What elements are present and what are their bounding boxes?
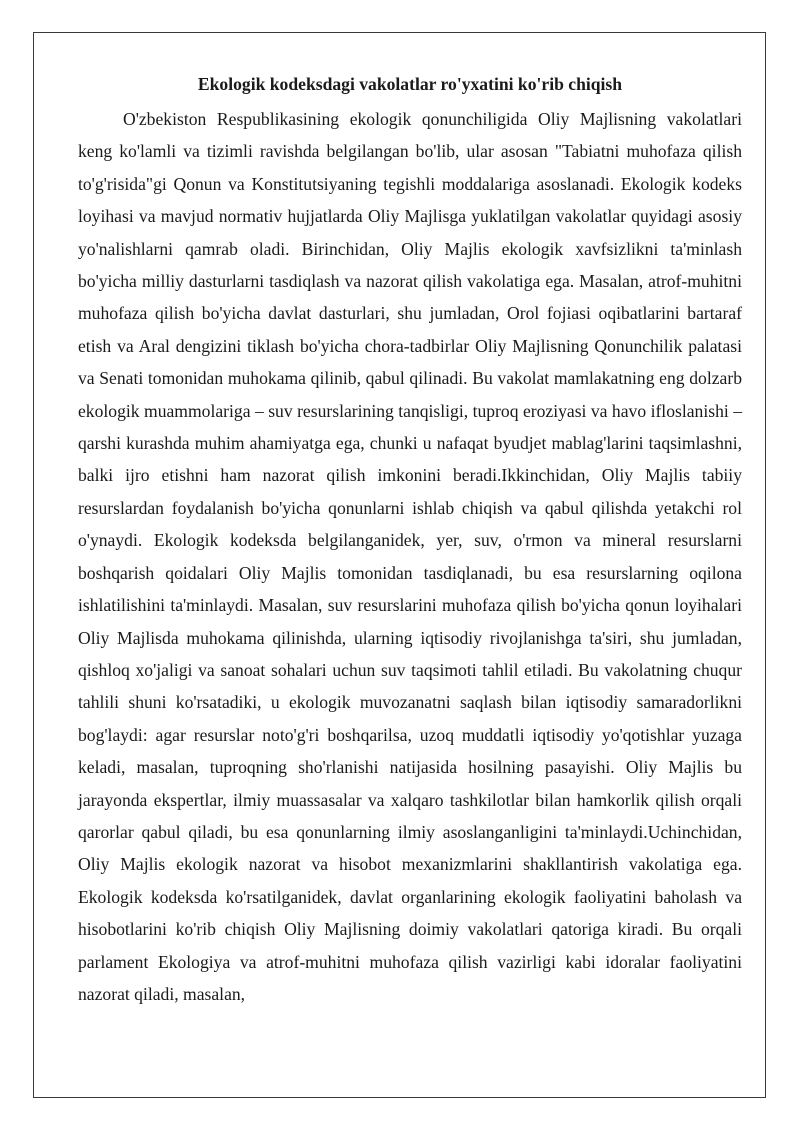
document-content [78, 72, 742, 1010]
document-title: Ekologik kodeksdagi vakolatlar ro'yxatini ko'rib chiqish [197, 74, 623, 94]
document-paragraph: O'zbekiston Respublikasining ekologik qonunchiligida Oliy Majlisning vakolatlari keng ko'lamli va tizimli ravishda belgilangan bo'lib, ular asosan "Tabiatni muhofaza qilish to'g'risida"gi Qonun va Konstitutsiyaning tegishli moddalariga asoslanadi. Ekologik kodeks loyihasi va mavjud normativ hujjatlarda Oliy Majlisga yuklatilgan vakolatlar quyidagi asosiy yo'nalishlarni qamrab oladi. Birinchidan, Oliy Majlis ekologik xavfsizlikni ta'minlash bo'yicha milliy dasturlarni tasdiqlash va nazorat qilish vakolatiga ega. Masalan, atrof-muhitni muhofaza qilish bo'yicha davlat dasturlari, shu jumladan, Orol fojiasi oqibatlarini bartaraf etish va Aral dengizini tiklash bo'yicha chora-tadbirlar Oliy Majlisning Qonunchilik palatasi va Senati tomonidan muhokama qilinib, qabul qilinadi. Bu vakolat mamlakatning eng dolzarb ekologik muammolariga – suv resurslarining tanqisligi, tuproq eroziyasi va havo ifloslanishi – qarshi kurashda muhim ahamiyatga ega, chunki u nafaqat byudjet mablag'larini taqsimlashni, balki ijro etishni ham nazorat qilish imkonini beradi.Ikkinchidan, Oliy Majlis tabiiy resurslardan foydalanish bo'yicha qonunlarni ishlab chiqish va qabul qilishda yetakchi rol o'ynaydi. Ekologik kodeksda belgilanganidek, yer, suv, o'rmon va mineral resurslarni boshqarish qoidalari Oliy Majlis tomonidan tasdiqlanadi, bu esa resurslarning oqilona ishlatilishini ta'minlaydi. Masalan, suv resurslarini muhofaza qilish bo'yicha qonun loyihalari Oliy Majlisda muhokama qilinishda, ularning iqtisodiy rivojlanishga ta'siri, shu jumladan, qishloq xo'jaligi va sanoat sohalari uchun suv taqsimoti tahlil etiladi. Bu vakolatning chuqur tahlili shuni ko'rsatadiki, u ekologik muvozanatni saqlash bilan iqtisodiy samaradorlikni bog'laydi: agar resurslar noto'g'ri boshqarilsa, uzoq muddatli iqtisodiy yo'qotishlar yuzaga keladi, masalan, tuproqning sho'rlanishi natijasida hosilning pasayishi. Oliy Majlis bu jarayonda ekspertlar, ilmiy muassasalar va xalqaro tashkilotlar bilan hamkorlik qilish orqali qarorlar qabul qiladi, bu esa qonunlarning ilmiy asoslanganligini ta'minlaydi.Uchinchidan, Oliy Majlis ekologik nazorat va hisobot mexanizmlarini shakllantirish vakolatiga ega. Ekologik kodeksda ko'rsatilganidek, davlat organlarining ekologik faoliyatini baholash va hisobotlarini ko'rib chiqish Oliy Majlisning doimiy vakolatlari qatoriga kiradi. Bu orqali parlament Ekologiya va atrof-muhitni muhofaza qilish vazirligi kabi idoralar faoliyatini nazorat qiladi, masalan, [78, 109, 742, 1004]
